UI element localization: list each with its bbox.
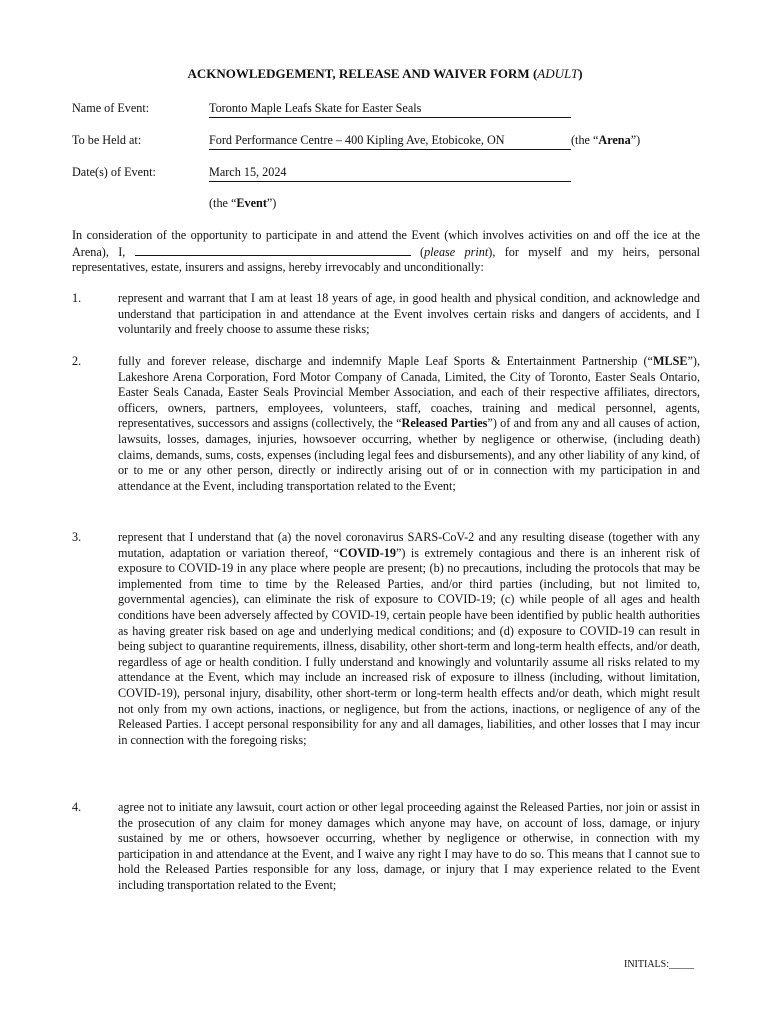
held-at-field[interactable]: Ford Performance Centre – 400 Kipling Ave, Etobicoke, ON — [209, 133, 571, 150]
event-definition-row — [72, 196, 712, 214]
clause-text: agree not to initiate any lawsuit, court action or other legal proceeding against the Released Parties, nor join or assist in the prosecution of any claim for money damages which anyone may have, on account of loss, damage, or injury sustained by me or others, howsoever occurring, whether by negligence or otherwise, in connection with my participation in and attendance at the Event, and I waive any right I may have to do so. This means that I cannot sue to hold the Released Parties responsible for any loss, damage, or injury that I may experience related to the Event including transportation related to the Event; — [118, 800, 700, 892]
event-name-label: Name of Event: — [72, 101, 150, 115]
form-title-adult: ADULT — [537, 66, 579, 81]
arena-definition: (the “Arena”) — [571, 133, 641, 147]
clause-text: represent that I understand that (a) the novel coronavirus SARS-CoV-2 and any resulting disease (together with any mutation, adaptation or variation thereof, “COVID-19”) is extremely contagious and there is an inherent risk of exposure to COVID-19 in any place where people are present; (b) no precautions, including the protocols that may be implemented from time to time by the Released Parties, and/or third parties (including, but not limited to, governmental agencies), can eliminate the risk of exposure to COVID-19; (c) while people of all ages and health conditions have been adversely affected by COVID-19, certain people have been identified by public health authorities as having greater risk based on age and underlying medical conditions; and (d) exposure to COVID-19 can result in being subject to quarantine requirements, illness, disability, other short-term and long-term health effects, and/or death, regardless of age or health condition. I fully understand and knowingly and voluntarily assume all risks related to my attendance at the Event, which may include an increased risk of exposure to illness (including, without limitation, COVID-19), personal injury, disability, other short-term or long-term health effects and/or death, which might result not only from my own actions, inactions, or negligence, but from the actions, inactions, or negligence of any of the Released Parties. I accept personal responsibility for any and all damages, liabilities, and other losses that I may incur in connection with the foregoing risks; — [118, 530, 700, 747]
participant-name-field[interactable] — [135, 244, 411, 256]
event-name-row — [72, 101, 712, 119]
clause-text: represent and warrant that I am at least 18 years of age, in good health and physical condition, and acknowledge and understand that participation in and attendance at the Event involves certain risks and dangers of accidents, and I voluntarily and freely choose to assume these risks; — [118, 291, 700, 337]
initials-field[interactable]: INITIALS:_____ — [624, 959, 694, 970]
clause-number: 1. — [72, 291, 82, 305]
event-definition: (the “Event”) — [209, 196, 277, 210]
form-title: ACKNOWLEDGEMENT, RELEASE AND WAIVER FORM (ADULT) — [187, 66, 583, 81]
clause-number: 4. — [72, 800, 82, 814]
held-at-label: To be Held at: — [72, 133, 142, 147]
intro-paragraph: In consideration of the opportunity to participate in and attend the Event (which involves activities on and off the ice at the Arena), I, (please print), for myself and my heirs, personal representatives, estate, insurers and assigns, hereby irrevocably and unconditionally: — [72, 228, 701, 275]
event-name-field[interactable]: Toronto Maple Leafs Skate for Easter Seals — [209, 101, 571, 118]
dates-row — [72, 165, 712, 183]
clause-number: 3. — [72, 530, 82, 544]
held-at-row — [72, 133, 712, 151]
dates-label: Date(s) of Event: — [72, 165, 156, 179]
clause-text: fully and forever release, discharge and indemnify Maple Leaf Sports & Entertainment Partnership (“MLSE”), Lakeshore Arena Corporation, Ford Motor Company of Canada, Limited, the City of Toronto, Easter Seals Ontario, Easter Seals Canada, Easter Seals Provincial Member Association, and each of their respective affiliates, directors, officers, owners, partners, employees, volunteers, staff, coaches, training and medical personnel, agents, representatives, successors and assigns (collectively, the “Released Parties”) of and from any and all causes of action, lawsuits, losses, damages, injuries, howsoever occurring, whether by negligence or otherwise, (including death) claims, demands, sums, costs, expenses (including legal fees and disbursements), and any other liability of any kind, of or to me or any other person, directly or indirectly arising out of or in connection with my participation in and attendance at the Event, including transportation related to the Event; — [118, 354, 700, 493]
clause-number: 2. — [72, 354, 82, 368]
dates-field[interactable]: March 15, 2024 — [209, 165, 571, 182]
